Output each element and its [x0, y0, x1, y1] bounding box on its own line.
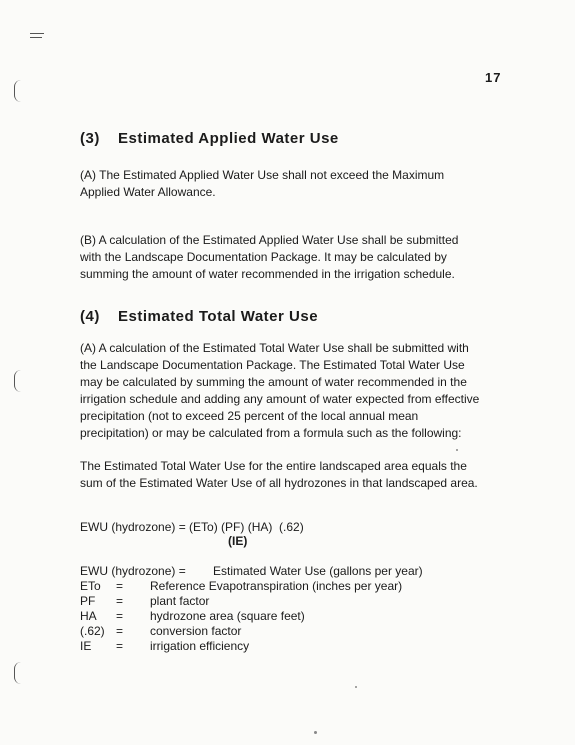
- section-4-title: Estimated Total Water Use: [118, 308, 319, 325]
- section-3-paragraph-b: (B) A calculation of the Estimated Applied Water Use shall be submitted with the Landscape Documentation Package. It may be calculated by summing the amount of water recommended in the irrigation schedule.: [80, 233, 459, 281]
- definition-symbol: EWU (hydrozone) =: [80, 564, 186, 578]
- binder-hole-mark: [14, 662, 21, 684]
- section-4-heading: [80, 308, 318, 325]
- section-4-total-paragraph: The Estimated Total Water Use for the entire landscaped area equals the sum of the Estimated Water Use of all hydrozones in that landscaped area.: [80, 459, 478, 490]
- formula-denominator: (IE): [228, 534, 248, 548]
- binder-hole-mark: [14, 370, 21, 392]
- definition-description: hydrozone area (square feet): [150, 609, 305, 623]
- definition-symbol: (.62): [80, 624, 105, 638]
- definition-description: plant factor: [150, 594, 210, 608]
- definition-symbol: HA: [80, 609, 97, 623]
- section-3-heading: [80, 130, 339, 147]
- definition-description: conversion factor: [150, 624, 242, 638]
- definition-description: irrigation efficiency: [150, 639, 250, 653]
- section-4-paragraph-a: (A) A calculation of the Estimated Total Water Use shall be submitted with the Landscape Documentation Package. The Estimated Total Water Use may be calculated by summing the amount of water recommended in the irrigation schedule and adding any amount of water expected from effective precipitation (not to exceed 25 percent of the local annual mean precipitation) or may be calculated from a formula such as the following:: [80, 341, 480, 440]
- definition-description: Reference Evapotranspiration (inches per year): [150, 579, 403, 593]
- scan-mark: [30, 37, 42, 38]
- definition-equals: =: [116, 609, 124, 623]
- scan-speck: [456, 449, 458, 451]
- scan-speck: [355, 686, 357, 688]
- definition-equals: =: [116, 639, 124, 653]
- formula-numerator: EWU (hydrozone) = (ETo) (PF) (HA) (.62): [80, 520, 304, 534]
- section-3-number: (3): [80, 130, 100, 147]
- definition-equals: =: [116, 579, 124, 593]
- definition-equals: =: [116, 594, 124, 608]
- scan-speck: [314, 731, 317, 734]
- definition-equals: =: [116, 624, 124, 638]
- definition-symbol: ETo: [80, 579, 101, 593]
- definition-symbol: IE: [80, 639, 92, 653]
- scan-mark: [30, 33, 44, 34]
- section-3-title: Estimated Applied Water Use: [118, 130, 339, 147]
- binder-hole-mark: [14, 80, 21, 102]
- section-3-paragraph-a: (A) The Estimated Applied Water Use shall not exceed the Maximum Applied Water Allowance.: [80, 168, 445, 199]
- page-number: 17: [485, 70, 502, 85]
- definition-symbol: PF: [80, 594, 96, 608]
- definition-description: Estimated Water Use (gallons per year): [213, 564, 423, 578]
- section-4-number: (4): [80, 308, 100, 325]
